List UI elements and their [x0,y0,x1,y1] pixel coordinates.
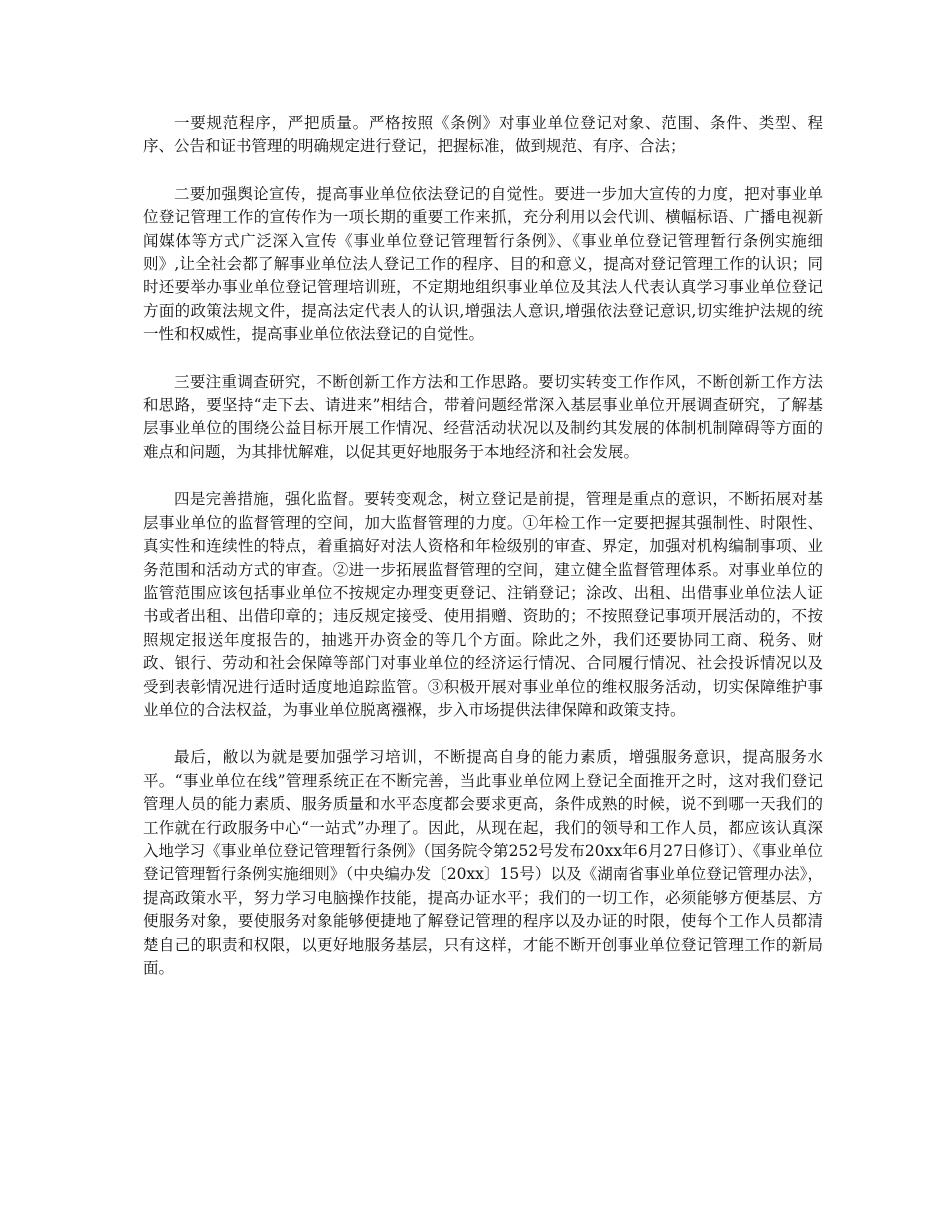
paragraph-3: 三要注重调查研究，不断创新工作方法和工作思路。要切实转变工作作风，不断创新工作方法和思路，要坚持“走下去、请进来”相结合，带着问题经常深入基层事业单位开展调查研究，了解基层事业单位的围绕公益目标开展工作情况、经营活动状况以及制约其发展的体制机制障碍等方面的难点和问题，为其排忧解难，以促其更好地服务于本地经济和社会发展。 [143,372,823,461]
paragraph-2: 二要加强舆论宣传，提高事业单位依法登记的自觉性。要进一步加大宣传的力度，把对事业单位登记管理工作的宣传作为一项长期的重要工作来抓，充分利用以会代训、横幅标语、广播电视新闻媒体等方式广泛深入宣传《事业单位登记管理暂行条例》、《事业单位登记管理暂行条例实施细则》,让全社会都了解事业单位法人登记工作的程序、目的和意义，提高对登记管理工作的认识；同时还要举办事业单位登记管理培训班，不定期地组织事业单位及其法人代表认真学习事业单位登记方面的政策法规文件，提高法定代表人的认识,增强法人意识,增强依法登记意识,切实维护法规的统一性和权威性，提高事业单位依法登记的自觉性。 [143,184,823,344]
paragraph-1: 一要规范程序，严把质量。严格按照《条例》对事业单位登记对象、范围、条件、类型、程序、公告和证书管理的明确规定进行登记，把握标准，做到规范、有序、合法； [143,114,823,156]
paragraph-5: 最后，敝以为就是要加强学习培训，不断提高自身的能力素质，增强服务意识，提高服务水平。“事业单位在线”管理系统正在不断完善，当此事业单位网上登记全面推开之时，这对我们登记管理人员的能力素质、服务质量和水平态度都会要求更高，条件成熟的时候，说不到哪一天我们的工作就在行政服务中心“一站式”办理了。因此，从现在起，我们的领导和工作人员，都应该认真深入地学习《事业单位登记管理暂行条例》（国务院令第252号发布20xx年6月27日修订）、《事业单位登记管理暂行条例实施细则》（中央编办发〔20xx〕15号）以及《湖南省事业单位登记管理办法》，提高政策水平，努力学习电脑操作技能，提高办证水平；我们的一切工作，必须能够方便基层、方便服务对象，要使服务对象能够便捷地了解登记管理的程序以及办证的时限，使每个工作人员都清楚自己的职责和权限，以更好地服务基层，只有这样，才能不断开创事业单位登记管理工作的新局面。 [143,748,823,977]
document-body [143,112,823,1004]
paragraph-4: 四是完善措施，强化监督。要转变观念，树立登记是前提，管理是重点的意识，不断拓展对基层事业单位的监督管理的空间，加大监督管理的力度。①年检工作一定要把握其强制性、时限性、真实性和连续性的特点，着重搞好对法人资格和年检级别的审查、界定，加强对机构编制事项、业务范围和活动方式的审查。②进一步拓展监督管理的空间，建立健全监督管理体系。对事业单位的监管范围应该包括事业单位不按规定办理变更登记、注销登记；涂改、出租、出借事业单位法人证书或者出租、出借印章的；违反规定接受、使用捐赠、资助的；不按照登记事项开展活动的，不按照规定报送年度报告的，抽逃开办资金的等几个方面。除此之外，我们还要协同工商、税务、财政、银行、劳动和社会保障等部门对事业单位的经济运行情况、合同履行情况、社会投诉情况以及受到表彰情况进行适时适度地追踪监管。③积极开展对事业单位的维权服务活动，切实保障维护事业单位的合法权益，为事业单位脱离襁褓，步入市场提供法律保障和政策支持。 [143,490,823,719]
